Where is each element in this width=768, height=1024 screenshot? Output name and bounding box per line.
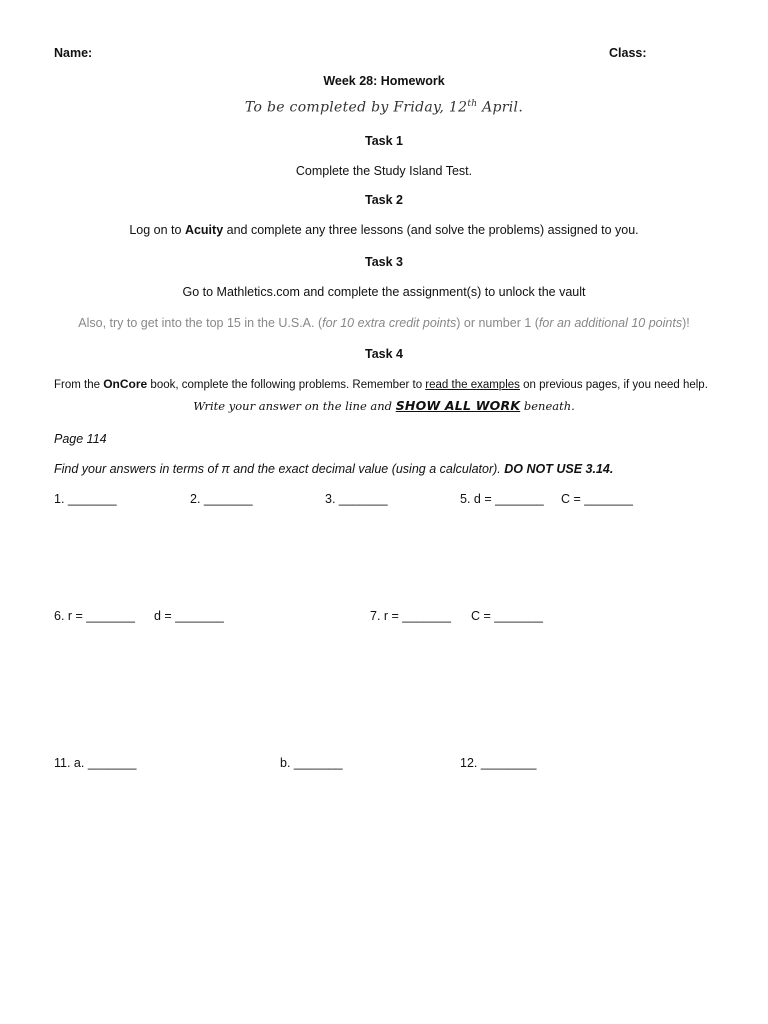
task2-pre: Log on to	[129, 223, 185, 237]
task3-heading: Task 3	[365, 255, 403, 269]
t4-l1-a: From the	[54, 379, 104, 391]
due-suffix: April.	[477, 99, 524, 116]
extra-c: ) or number 1 (	[456, 316, 539, 330]
answer-3: 3. _______	[325, 492, 388, 506]
extra-e: )!	[682, 316, 690, 330]
page-title: Week 28: Homework	[323, 74, 445, 88]
answer-12: 12. ________	[460, 756, 537, 770]
t4-l2-c: beneath.	[520, 399, 575, 413]
t4-l1-e: on previous pages, if you need help.	[519, 379, 708, 391]
t4-l1-c: book, complete the following problems. Remember to	[147, 379, 426, 391]
answer-7-r: 7. r = _______	[370, 609, 451, 623]
extra-d: for an additional 10 points	[538, 316, 683, 330]
answer-11-a: 11. a. _______	[54, 756, 137, 770]
instruction-text: Find your answers in terms of π and the exact decimal value (using a calculator).	[54, 462, 505, 476]
t4-l1-d: read the examples	[425, 379, 520, 391]
acuity-name: Acuity	[184, 223, 224, 237]
task2-text	[0, 223, 768, 237]
due-date	[0, 99, 768, 116]
page-reference: Page 114	[54, 432, 107, 446]
show-all-work: SHOW ALL WORK	[395, 398, 521, 413]
answer-6-d: d = _______	[154, 609, 224, 623]
task4-line1	[54, 377, 708, 391]
task1-heading: Task 1	[365, 134, 403, 148]
class-label: Class:	[609, 46, 647, 60]
t4-l2-a: Write your answer on the line and	[193, 399, 396, 413]
task3-extra-credit	[0, 316, 768, 330]
answer-6-r: 6. r = _______	[54, 609, 135, 623]
task1-text: Complete the Study Island Test.	[295, 164, 473, 178]
task2-heading: Task 2	[365, 193, 403, 207]
task3-text: Go to Mathletics.com and complete the assignment(s) to unlock the vault	[182, 285, 586, 299]
answer-5-d: 5. d = _______	[460, 492, 544, 506]
due-sup: th	[467, 99, 478, 109]
due-prefix: To be completed by Friday, 12	[244, 99, 468, 116]
extra-b: for 10 extra credit points	[322, 316, 457, 330]
task2-post: and complete any three lessons (and solve the problems) assigned to you.	[223, 223, 639, 237]
answer-5-c: C = _______	[561, 492, 633, 506]
name-label: Name:	[54, 46, 93, 60]
task4-line2	[0, 397, 768, 415]
answer-7-c: C = _______	[471, 609, 543, 623]
answer-1: 1. _______	[54, 492, 117, 506]
answer-2: 2. _______	[190, 492, 253, 506]
instruction-warning: DO NOT USE 3.14.	[504, 462, 614, 476]
task4-heading: Task 4	[365, 347, 403, 361]
oncore-name: OnCore	[103, 377, 148, 391]
answer-11-b: b. _______	[280, 756, 343, 770]
instruction	[54, 462, 613, 476]
extra-a: Also, try to get into the top 15 in the U.S.A. (	[78, 316, 323, 330]
